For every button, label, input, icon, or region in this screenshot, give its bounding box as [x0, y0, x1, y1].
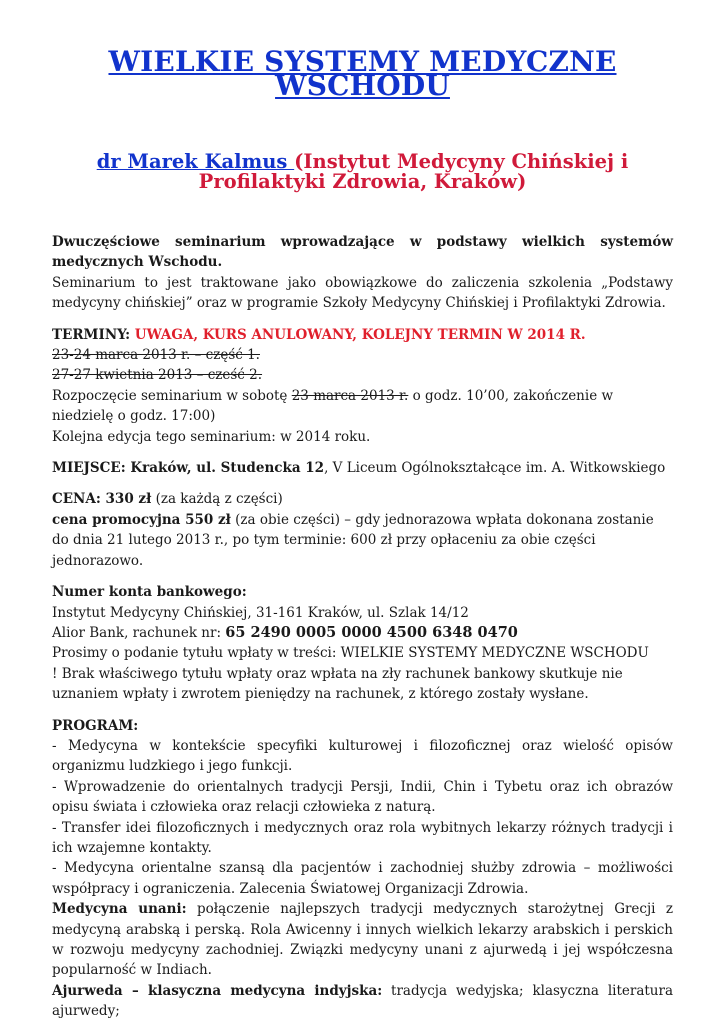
program-item: - Wprowadzenie do orientalnych tradycji Persji, Indii, Chin i Tybetu oraz ich obrazów opisu świata i człowieka oraz relacji człowieka z naturą. [52, 778, 673, 816]
program-item: - Medycyna w kontekście specyfiki kulturowej i filozoficznej oraz wielość opisów organizmu ludzkiego i jego funkcji. [52, 737, 673, 775]
terminy-section [52, 325, 673, 447]
cena-note: (za każdą z części) [151, 491, 283, 508]
transfer-warning: ! Brak właściwego tytułu wpłaty oraz wpłata na zły rachunek bankowy skutkuje nie uznaniem wpłaty i zwrotem pieniędzy na rachunek, z którego zostały wysłane. [52, 665, 623, 703]
start-hours: o godz. 10’00, zakończenie w niedzielę o godz. 17:00) [52, 387, 614, 425]
transfer-title-request: Prosimy o podanie tytułu wpłaty w treści: WIELKIE SYSTEMY MEDYCZNE WSCHODU [52, 645, 649, 662]
account-number: 65 2490 0005 0000 4500 6348 0470 [225, 623, 518, 641]
intro-heading: Dwuczęściowe seminarium wprowadzające w podstawy wielkich systemów medycznych Wschodu. [52, 234, 673, 271]
cena-section [52, 489, 673, 571]
intro-text: Seminarium to jest traktowane jako obowiązkowe do zaliczenia szkolenia „Podstawy medycyny chińskiej” oraz w programie Szkoły Medycyny Chińskiej i Profilaktyki Zdrowia. [52, 274, 673, 312]
start-info [52, 386, 673, 427]
miejsce-label: MIEJSCE: Kraków, ul. Studencka 12 [52, 460, 325, 477]
miejsce-text: , V Liceum Ogólnokształcące im. A. Witkowskiego [324, 460, 666, 477]
program-item: - Transfer idei filozoficznych i medycznych oraz rola wybitnych lekarzy różnych tradycji i ich wzajemne kontakty. [52, 819, 673, 856]
promo-label: cena promocyjna 550 zł [52, 511, 231, 528]
cancel-notice: UWAGA, KURS ANULOWANY, KOLEJNY TERMIN W 2014 R. [130, 326, 586, 343]
program-label: PROGRAM: [52, 717, 139, 734]
start-date-struck: 23 marca 2013 r. [291, 387, 409, 404]
ajurweda-text: tradycja wedyjska; klasyczna literatura ajurwedy; [52, 982, 673, 1020]
konto-label: Numer konta bankowego: [52, 584, 247, 601]
konto-section [52, 582, 673, 704]
author-link[interactable]: dr Marek Kalmus [96, 150, 295, 173]
page-title[interactable]: WIELKIE SYSTEMY MEDYCZNE WSCHODU [108, 45, 617, 102]
document-page [52, 0, 673, 1022]
ajurweda-label: Ajurweda – klasyczna medycyna indyjska: [52, 982, 383, 999]
term-part-1: 23-24 marca 2013 r. – część 1. [52, 347, 260, 364]
start-text: Rozpoczęcie seminarium w sobotę [52, 387, 292, 404]
next-edition: Kolejna edycja tego seminarium: w 2014 roku. [52, 428, 371, 445]
program-section [52, 716, 673, 1022]
intro-section [52, 232, 673, 314]
bank-name: Alior Bank, rachunek nr: [52, 624, 226, 641]
unani-label: Medycyna unani: [52, 901, 187, 918]
author-affiliation: (Instytut Medycyny Chińskiej i Profilaktyki Zdrowia, Kraków) [198, 150, 629, 193]
terminy-label: TERMINY: [52, 326, 131, 343]
program-item: - Medycyna orientalne szansą dla pacjentów i zachodniej służby zdrowia – możliwości współpracy i ograniczenia. Zalecenia Światowej Organizacji Zdrowia. [52, 860, 673, 897]
unani-text: połączenie najlepszych tradycji medycznych starożytnej Grecji z medycyną arabską i perską. Rola Awicenny i innych wielkich lekarzy arabskich i perskich w rozwoju medycyny zachodniej. Związki medycyny unani z ajurwedą i jej współczesna popularność w Indiach. [52, 901, 674, 979]
author-line [52, 152, 673, 192]
term-part-2: 27-27 kwietnia 2013 – cześć 2. [52, 367, 263, 384]
cena-label: CENA: 330 zł [52, 491, 152, 508]
konto-address: Instytut Medycyny Chińskiej, 31-161 Kraków, ul. Szlak 14/12 [52, 604, 469, 621]
miejsce-section [52, 458, 673, 478]
promo-text: (za obie części) – gdy jednorazowa wpłata dokonana zostanie do dnia 21 lutego 2013 r., po tym terminie: 600 zł przy opłaceniu za obie części jednorazowo. [52, 511, 654, 569]
